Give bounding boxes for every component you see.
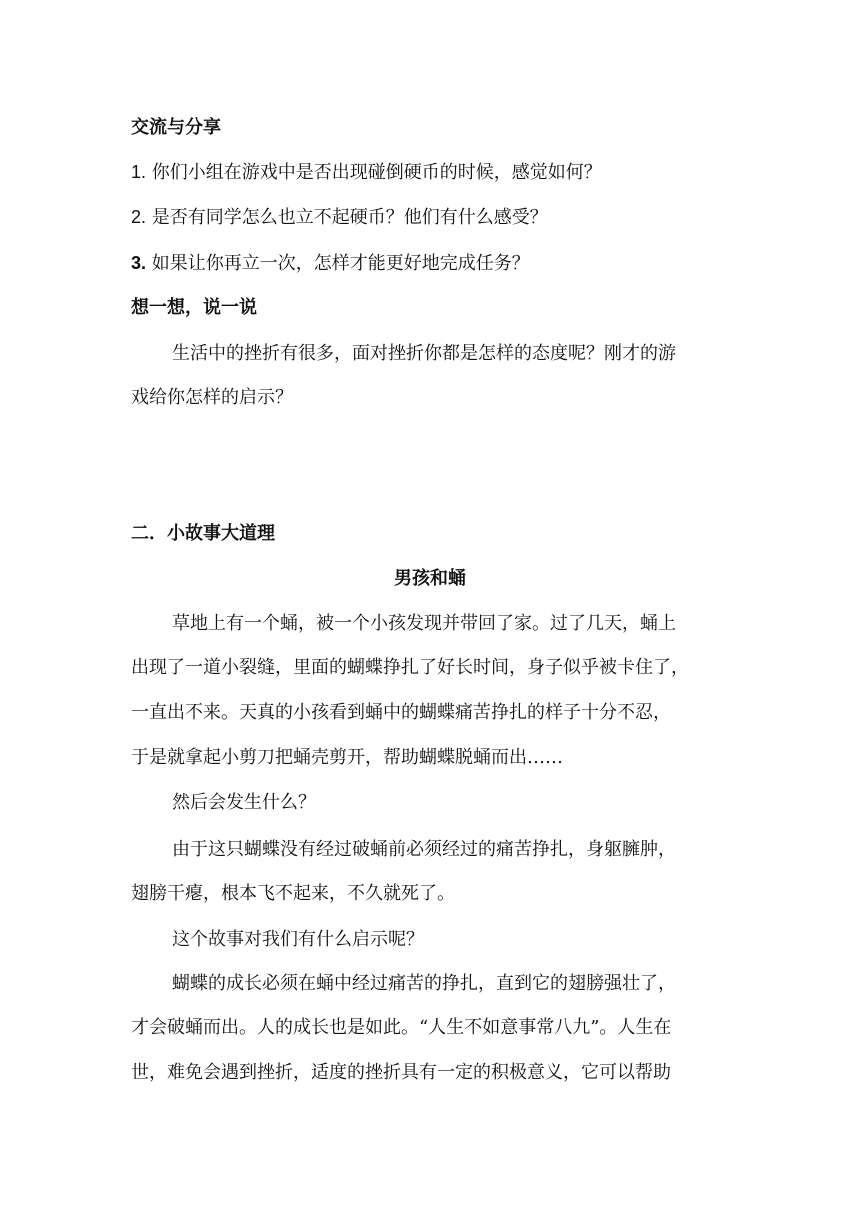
question-item <box>131 160 602 185</box>
subheading-think: 想一想，说一说 <box>131 297 257 318</box>
question-number: 2. <box>131 207 147 227</box>
paragraph-line: 蝴蝶的成长必须在蛹中经过痛苦的挣扎，直到它的翅膀强壮了， <box>172 973 676 994</box>
question-line: 这个故事对我们有什么启示呢？ <box>172 929 424 950</box>
question-item <box>131 205 548 230</box>
paragraph-line: 草地上有一个蛹，被一个小孩发现并带回了家。过了几天，蛹上 <box>172 613 676 634</box>
story-title: 男孩和蛹 <box>394 568 466 589</box>
paragraph-line: 出现了一道小裂缝，里面的蝴蝶挣扎了好长时间，身子似乎被卡住了， <box>131 657 689 678</box>
section-heading-story: 二．小故事大道理 <box>131 523 275 544</box>
paragraph-line: 戏给你怎样的启示？ <box>131 387 293 408</box>
paragraph-line: 于是就拿起小剪刀把蛹壳剪开，帮助蝴蝶脱蛹而出…… <box>131 747 563 768</box>
question-number: 3. <box>131 253 147 273</box>
question-text: 你们小组在游戏中是否出现碰倒硬币的时候，感觉如何？ <box>151 162 602 183</box>
question-number: 1. <box>131 162 147 182</box>
question-item <box>131 251 530 276</box>
paragraph-line: 世，难免会遇到挫折，适度的挫折具有一定的积极意义，它可以帮助 <box>131 1062 671 1083</box>
paragraph-line: 生活中的挫折有很多，面对挫折你都是怎样的态度呢？刚才的游 <box>172 343 676 364</box>
section-heading-share: 交流与分享 <box>131 117 221 138</box>
paragraph-line: 由于这只蝴蝶没有经过破蛹前必须经过的痛苦挣扎，身躯臃肿， <box>172 839 676 860</box>
question-text: 如果让你再立一次，怎样才能更好地完成任务？ <box>151 253 530 274</box>
question-text: 是否有同学怎么也立不起硬币？他们有什么感受？ <box>151 207 548 228</box>
paragraph-line: 翅膀干瘪，根本飞不起来，不久就死了。 <box>131 883 455 904</box>
paragraph-line: 才会破蛹而出。人的成长也是如此。“人生不如意事常八九”。人生在 <box>131 1017 672 1038</box>
paragraph-line: 一直出不来。天真的小孩看到蛹中的蝴蝶痛苦挣扎的样子十分不忍， <box>131 702 671 723</box>
question-line: 然后会发生什么？ <box>172 792 316 813</box>
